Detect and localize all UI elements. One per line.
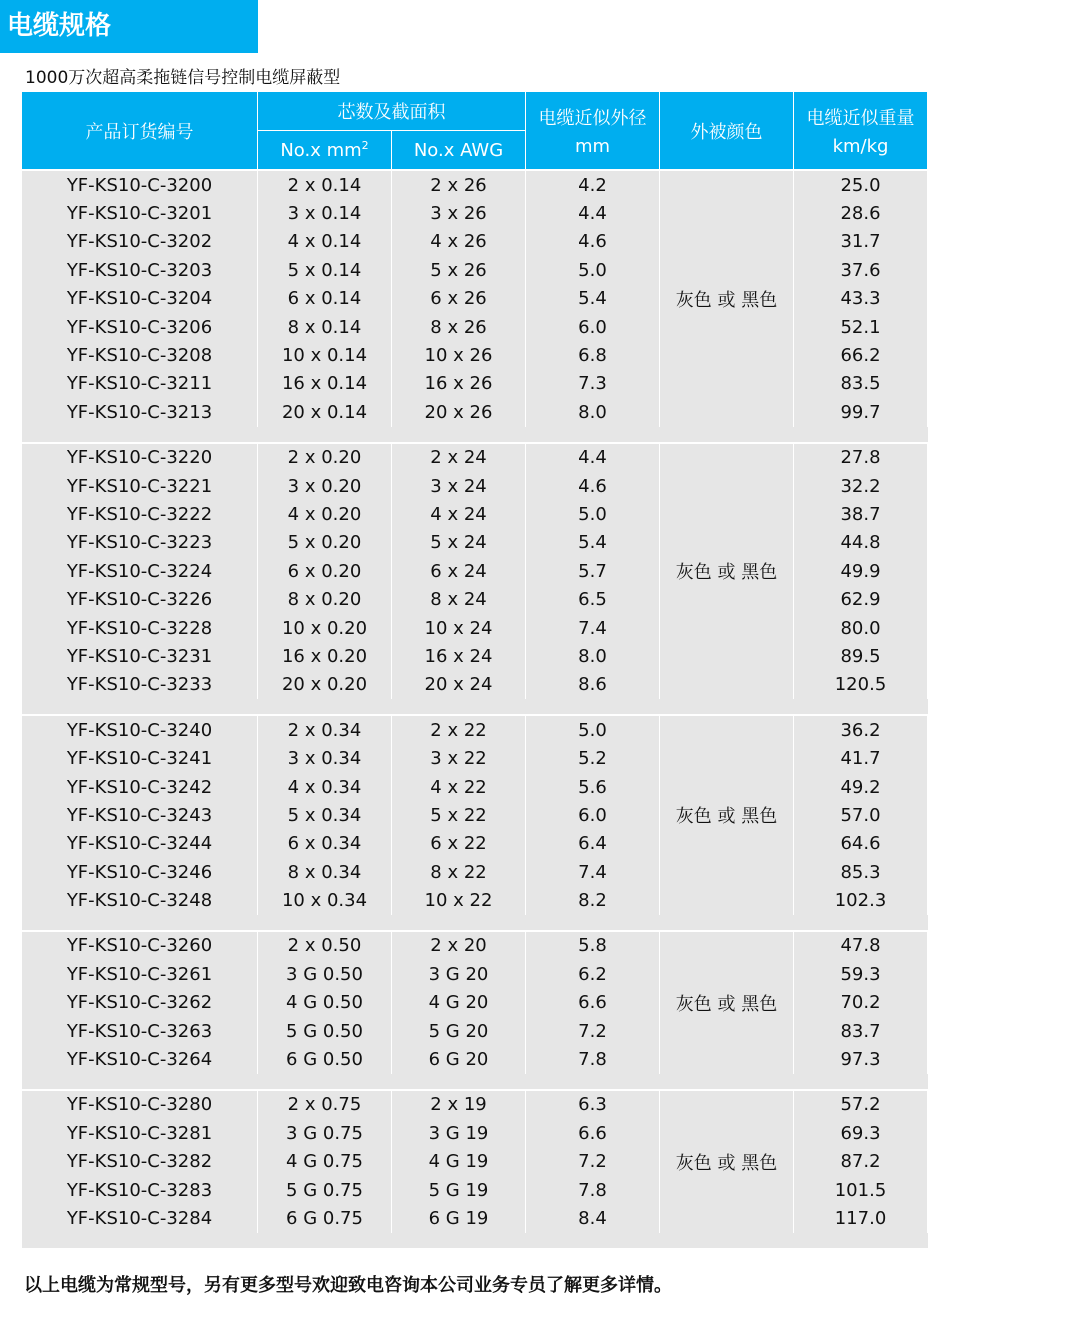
order-no-cell: YF-KS10-C-3200 — [22, 170, 258, 199]
outer-dia-cell: 6.4 — [526, 830, 660, 858]
awg-cell: 4 x 24 — [392, 500, 526, 528]
weight-cell: 28.6 — [794, 199, 928, 227]
weight-cell: 52.1 — [794, 313, 928, 341]
mm2-cell: 5 G 0.75 — [258, 1176, 392, 1204]
awg-cell: 2 x 20 — [392, 931, 526, 960]
mm2-cell: 4 x 0.20 — [258, 500, 392, 528]
outer-dia-cell: 4.6 — [526, 472, 660, 500]
weight-cell: 44.8 — [794, 529, 928, 557]
weight-cell: 47.8 — [794, 931, 928, 960]
mm2-cell: 8 x 0.14 — [258, 313, 392, 341]
order-no-cell: YF-KS10-C-3213 — [22, 398, 258, 426]
outer-dia-cell: 5.4 — [526, 529, 660, 557]
mm2-cell: 16 x 0.20 — [258, 642, 392, 670]
weight-cell: 89.5 — [794, 642, 928, 670]
awg-cell: 6 x 24 — [392, 557, 526, 585]
weight-cell: 99.7 — [794, 398, 928, 426]
mm2-cell: 4 x 0.14 — [258, 228, 392, 256]
awg-cell: 8 x 26 — [392, 313, 526, 341]
banner-title: 电缆规格 — [7, 11, 112, 41]
outer-dia-cell: 4.6 — [526, 228, 660, 256]
awg-cell: 2 x 19 — [392, 1090, 526, 1119]
mm2-cell: 6 G 0.75 — [258, 1204, 392, 1232]
group-separator — [22, 915, 928, 931]
weight-cell: 49.2 — [794, 773, 928, 801]
weight-cell: 43.3 — [794, 285, 928, 313]
awg-cell: 5 G 20 — [392, 1017, 526, 1045]
outer-dia-cell: 5.0 — [526, 256, 660, 284]
mm2-cell: 2 x 0.34 — [258, 715, 392, 744]
header-mm2: No.x $mm^2$ — [258, 131, 392, 171]
group-separator — [22, 1074, 928, 1090]
outer-dia-cell: 5.7 — [526, 557, 660, 585]
order-no-cell: YF-KS10-C-3281 — [22, 1119, 258, 1147]
awg-cell: 10 x 22 — [392, 886, 526, 914]
outer-dia-cell: 5.2 — [526, 744, 660, 772]
awg-cell: 2 x 26 — [392, 170, 526, 199]
outer-dia-cell: 4.2 — [526, 170, 660, 199]
mm2-cell: 4 x 0.34 — [258, 773, 392, 801]
mm2-cell: 5 x 0.34 — [258, 801, 392, 829]
order-no-cell: YF-KS10-C-3233 — [22, 671, 258, 699]
weight-cell: 83.5 — [794, 370, 928, 398]
order-no-cell: YF-KS10-C-3201 — [22, 199, 258, 227]
order-no-cell: YF-KS10-C-3224 — [22, 557, 258, 585]
order-no-cell: YF-KS10-C-3260 — [22, 931, 258, 960]
mm2-cell: 3 x 0.14 — [258, 199, 392, 227]
weight-cell: 66.2 — [794, 341, 928, 369]
order-no-cell: YF-KS10-C-3244 — [22, 830, 258, 858]
outer-dia-cell: 6.8 — [526, 341, 660, 369]
outer-dia-cell: 8.6 — [526, 671, 660, 699]
weight-cell: 57.0 — [794, 801, 928, 829]
weight-cell: 97.3 — [794, 1045, 928, 1073]
awg-cell: 5 x 24 — [392, 529, 526, 557]
header-order-no: 产品订货编号 — [22, 92, 258, 171]
order-no-cell: YF-KS10-C-3221 — [22, 472, 258, 500]
table-row — [22, 931, 928, 960]
sheath-color-cell: 灰色 或 黑色 — [660, 715, 794, 915]
separator-cell — [22, 427, 928, 443]
order-no-cell: YF-KS10-C-3240 — [22, 715, 258, 744]
outer-dia-cell: 7.3 — [526, 370, 660, 398]
order-no-cell: YF-KS10-C-3262 — [22, 989, 258, 1017]
mm2-cell: 8 x 0.34 — [258, 858, 392, 886]
outer-dia-cell: 8.0 — [526, 642, 660, 670]
mm2-cell: 4 G 0.75 — [258, 1148, 392, 1176]
mm2-cell: 20 x 0.14 — [258, 398, 392, 426]
group-separator — [22, 427, 928, 443]
sheath-color-cell: 灰色 或 黑色 — [660, 931, 794, 1074]
group-separator — [22, 699, 928, 715]
mm2-cell: 10 x 0.20 — [258, 614, 392, 642]
awg-cell: 3 G 20 — [392, 960, 526, 988]
mm2-cell: 5 x 0.20 — [258, 529, 392, 557]
order-no-cell: YF-KS10-C-3243 — [22, 801, 258, 829]
separator-cell — [22, 699, 928, 715]
table-row — [22, 1090, 928, 1119]
weight-cell: 36.2 — [794, 715, 928, 744]
awg-cell: 3 x 22 — [392, 744, 526, 772]
mm2-cell: 6 x 0.34 — [258, 830, 392, 858]
sheath-color-cell: 灰色 或 黑色 — [660, 170, 794, 427]
weight-cell: 80.0 — [794, 614, 928, 642]
outer-dia-cell: 7.2 — [526, 1148, 660, 1176]
sheath-color-cell: 灰色 或 黑色 — [660, 443, 794, 700]
header-cores-section: 芯数及截面积 — [258, 92, 526, 131]
outer-dia-cell: 7.4 — [526, 614, 660, 642]
header-outer-diameter: 电缆近似外径 mm — [526, 92, 660, 171]
table-row — [22, 715, 928, 744]
section-banner — [0, 0, 258, 53]
awg-cell: 20 x 26 — [392, 398, 526, 426]
order-no-cell: YF-KS10-C-3242 — [22, 773, 258, 801]
order-no-cell: YF-KS10-C-3222 — [22, 500, 258, 528]
outer-dia-cell: 7.4 — [526, 858, 660, 886]
mm2-cell: 3 x 0.34 — [258, 744, 392, 772]
mm2-cell: 3 x 0.20 — [258, 472, 392, 500]
outer-dia-cell: 6.6 — [526, 1119, 660, 1147]
outer-dia-cell: 8.4 — [526, 1204, 660, 1232]
separator-cell — [22, 1074, 928, 1090]
weight-cell: 57.2 — [794, 1090, 928, 1119]
order-no-cell: YF-KS10-C-3261 — [22, 960, 258, 988]
order-no-cell: YF-KS10-C-3203 — [22, 256, 258, 284]
header-sheath-color: 外被颜色 — [660, 92, 794, 171]
order-no-cell: YF-KS10-C-3204 — [22, 285, 258, 313]
order-no-cell: YF-KS10-C-3284 — [22, 1204, 258, 1232]
outer-dia-cell: 6.3 — [526, 1090, 660, 1119]
weight-cell: 85.3 — [794, 858, 928, 886]
order-no-cell: YF-KS10-C-3241 — [22, 744, 258, 772]
outer-dia-cell: 7.8 — [526, 1176, 660, 1204]
order-no-cell: YF-KS10-C-3280 — [22, 1090, 258, 1119]
table-body — [22, 170, 928, 1248]
mm2-cell: 20 x 0.20 — [258, 671, 392, 699]
awg-cell: 10 x 26 — [392, 341, 526, 369]
order-no-cell: YF-KS10-C-3263 — [22, 1017, 258, 1045]
separator-cell — [22, 1233, 928, 1248]
awg-cell: 8 x 22 — [392, 858, 526, 886]
awg-cell: 16 x 24 — [392, 642, 526, 670]
mm2-cell: 3 G 0.75 — [258, 1119, 392, 1147]
outer-dia-cell: 7.8 — [526, 1045, 660, 1073]
order-no-cell: YF-KS10-C-3206 — [22, 313, 258, 341]
weight-cell: 120.5 — [794, 671, 928, 699]
weight-cell: 64.6 — [794, 830, 928, 858]
outer-dia-cell: 8.0 — [526, 398, 660, 426]
weight-cell: 70.2 — [794, 989, 928, 1017]
awg-cell: 16 x 26 — [392, 370, 526, 398]
weight-cell: 38.7 — [794, 500, 928, 528]
weight-cell: 69.3 — [794, 1119, 928, 1147]
outer-dia-cell: 6.0 — [526, 801, 660, 829]
awg-cell: 4 G 20 — [392, 989, 526, 1017]
outer-dia-cell: 6.0 — [526, 313, 660, 341]
table-row — [22, 170, 928, 199]
outer-dia-cell: 5.0 — [526, 715, 660, 744]
awg-cell: 6 x 22 — [392, 830, 526, 858]
outer-dia-cell: 7.2 — [526, 1017, 660, 1045]
outer-dia-cell: 8.2 — [526, 886, 660, 914]
table-row — [22, 443, 928, 472]
outer-dia-cell: 4.4 — [526, 443, 660, 472]
mm2-cell: 4 G 0.50 — [258, 989, 392, 1017]
weight-cell: 117.0 — [794, 1204, 928, 1232]
weight-cell: 49.9 — [794, 557, 928, 585]
awg-cell: 3 x 26 — [392, 199, 526, 227]
order-no-cell: YF-KS10-C-3226 — [22, 585, 258, 613]
awg-cell: 5 x 22 — [392, 801, 526, 829]
mm2-cell: 10 x 0.34 — [258, 886, 392, 914]
order-no-cell: YF-KS10-C-3223 — [22, 529, 258, 557]
outer-dia-cell: 5.8 — [526, 931, 660, 960]
awg-cell: 4 x 26 — [392, 228, 526, 256]
header-awg: No.x AWG — [392, 131, 526, 171]
weight-cell: 27.8 — [794, 443, 928, 472]
outer-dia-cell: 5.4 — [526, 285, 660, 313]
mm2-cell: 6 G 0.50 — [258, 1045, 392, 1073]
weight-cell: 62.9 — [794, 585, 928, 613]
mm2-cell: 2 x 0.14 — [258, 170, 392, 199]
weight-cell: 25.0 — [794, 170, 928, 199]
table-subtitle: 1000万次超高柔拖链信号控制电缆屏蔽型 — [25, 68, 341, 88]
awg-cell: 20 x 24 — [392, 671, 526, 699]
order-no-cell: YF-KS10-C-3283 — [22, 1176, 258, 1204]
mm2-cell: 2 x 0.20 — [258, 443, 392, 472]
awg-cell: 6 x 26 — [392, 285, 526, 313]
awg-cell: 8 x 24 — [392, 585, 526, 613]
order-no-cell: YF-KS10-C-3282 — [22, 1148, 258, 1176]
mm2-cell: 16 x 0.14 — [258, 370, 392, 398]
order-no-cell: YF-KS10-C-3202 — [22, 228, 258, 256]
sheath-color-cell: 灰色 或 黑色 — [660, 1090, 794, 1233]
order-no-cell: YF-KS10-C-3248 — [22, 886, 258, 914]
awg-cell: 6 G 20 — [392, 1045, 526, 1073]
weight-cell: 31.7 — [794, 228, 928, 256]
awg-cell: 5 x 26 — [392, 256, 526, 284]
weight-cell: 41.7 — [794, 744, 928, 772]
order-no-cell: YF-KS10-C-3220 — [22, 443, 258, 472]
outer-dia-cell: 6.5 — [526, 585, 660, 613]
mm2-cell: 10 x 0.14 — [258, 341, 392, 369]
awg-cell: 5 G 19 — [392, 1176, 526, 1204]
awg-cell: 3 G 19 — [392, 1119, 526, 1147]
mm2-cell: 3 G 0.50 — [258, 960, 392, 988]
table-header — [22, 92, 928, 171]
cable-spec-table — [21, 91, 928, 1248]
weight-cell: 37.6 — [794, 256, 928, 284]
header-weight: 电缆近似重量 km/kg — [794, 92, 928, 171]
separator-cell — [22, 915, 928, 931]
weight-cell: 59.3 — [794, 960, 928, 988]
footer-note: 以上电缆为常规型号，另有更多型号欢迎致电咨询本公司业务专员了解更多详情。 — [24, 1275, 672, 1296]
weight-cell: 101.5 — [794, 1176, 928, 1204]
order-no-cell: YF-KS10-C-3231 — [22, 642, 258, 670]
mm2-cell: 2 x 0.75 — [258, 1090, 392, 1119]
mm2-cell: 5 x 0.14 — [258, 256, 392, 284]
outer-dia-cell: 4.4 — [526, 199, 660, 227]
order-no-cell: YF-KS10-C-3228 — [22, 614, 258, 642]
mm2-cell: 6 x 0.14 — [258, 285, 392, 313]
awg-cell: 2 x 24 — [392, 443, 526, 472]
order-no-cell: YF-KS10-C-3211 — [22, 370, 258, 398]
outer-dia-cell: 6.2 — [526, 960, 660, 988]
mm2-cell: 2 x 0.50 — [258, 931, 392, 960]
outer-dia-cell: 5.0 — [526, 500, 660, 528]
mm2-cell: 8 x 0.20 — [258, 585, 392, 613]
weight-cell: 83.7 — [794, 1017, 928, 1045]
weight-cell: 102.3 — [794, 886, 928, 914]
awg-cell: 4 G 19 — [392, 1148, 526, 1176]
awg-cell: 2 x 22 — [392, 715, 526, 744]
weight-cell: 32.2 — [794, 472, 928, 500]
awg-cell: 4 x 22 — [392, 773, 526, 801]
outer-dia-cell: 5.6 — [526, 773, 660, 801]
mm2-cell: 6 x 0.20 — [258, 557, 392, 585]
order-no-cell: YF-KS10-C-3246 — [22, 858, 258, 886]
order-no-cell: YF-KS10-C-3208 — [22, 341, 258, 369]
awg-cell: 10 x 24 — [392, 614, 526, 642]
awg-cell: 3 x 24 — [392, 472, 526, 500]
awg-cell: 6 G 19 — [392, 1204, 526, 1232]
mm2-cell: 5 G 0.50 — [258, 1017, 392, 1045]
outer-dia-cell: 6.6 — [526, 989, 660, 1017]
order-no-cell: YF-KS10-C-3264 — [22, 1045, 258, 1073]
group-separator — [22, 1233, 928, 1248]
weight-cell: 87.2 — [794, 1148, 928, 1176]
